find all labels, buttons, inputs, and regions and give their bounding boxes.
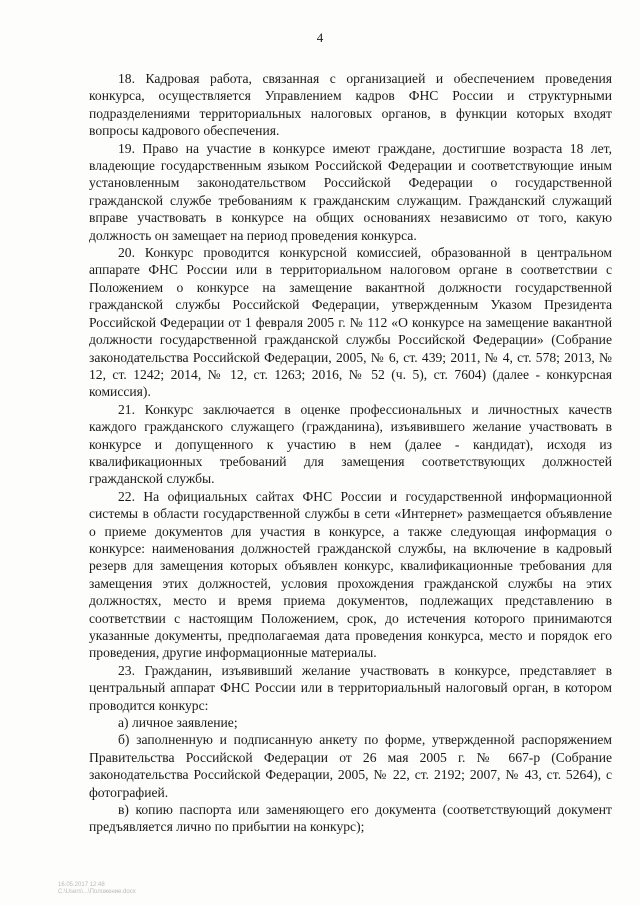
- list-item-v: в) копию паспорта или заменяющего его документа (соответствующий документ предъявляется лично по прибытии на конкурс);: [89, 802, 612, 835]
- paragraph-23: 23. Гражданин, изъявивший желание участвовать в конкурсе, представляет в центральный аппарат ФНС России или в территориальный налоговый орган, в котором проводится конкурс:: [89, 662, 612, 713]
- list-item-a: а) личное заявление;: [118, 715, 238, 731]
- paragraph-19: 19. Право на участие в конкурсе имеют граждане, достигшие возраста 18 лет, владеющие государственным языком Российской Федерации и соответствующие иным установленным законодательством Российской Федерации о государственной гражданской службе требованиям к гражданским служащим. Гражданский служащий вправе участвовать в конкурсе на общих основаниях независимо от того, какую должность он замещает на период проведения конкурса.: [89, 140, 612, 243]
- paragraph-22: 22. На официальных сайтах ФНС России и государственной информационной системы в области государственной службы в сети «Интернет» размещается объявление о приеме документов для участия в конкурсе, а также следующая информация о конкурсе: наименования должностей гражданской службы, на включение в кадровый резерв для замещения которых объявлен конкурс, квалификационные требования для замещения этих должностей, условия прохождения гражданской службы на этих должностях, место и время приема документов, подлежащих представлению в соответствии с настоящим Положением, срок, до истечения которого принимаются указанные документы, предполагаемая дата проведения конкурса, место и порядок его проведения, другие информационные материалы.: [89, 488, 612, 661]
- document-body: [89, 70, 612, 836]
- paragraph-20: 20. Конкурс проводится конкурсной комиссией, образованной в центральном аппарате ФНС России или в территориальном налоговом органе в соответствии с Положением о конкурсе на замещение вакантной должности государственной гражданской службы Российской Федерации, утвержденным Указом Президента Российской Федерации от 1 февраля 2005 г. № 112 «О конкурсе на замещение вакантной должности государственной гражданской службы Российской Федерации» (Собрание законодательства Российской Федерации, 2005, № 6, ст. 439; 2011, № 4, ст. 578; 2013, № 12, ст. 1242; 2014, № 12, ст. 1263; 2016, № 52 (ч. 5), ст. 7604) (далее - конкурсная комиссия).: [89, 245, 612, 400]
- footer-timestamp: 16.05.2017 12:48: [58, 882, 105, 888]
- print-footer: [58, 882, 136, 896]
- paragraph-18: 18. Кадровая работа, связанная с организацией и обеспечением проведения конкурса, осуществляется Управлением кадров ФНС России и структурными подразделениями территориальных налоговых органов, в функции которых входят вопросы кадрового обеспечения.: [89, 71, 612, 139]
- page-number: 4: [316, 30, 324, 45]
- paragraph-21: 21. Конкурс заключается в оценке профессиональных и личностных качеств каждого гражданского служащего (гражданина), изъявившего желание участвовать в конкурсе и допущенного к участию в нем (далее - кандидат), исходя из квалификационных требований для замещения соответствующих должностей гражданской службы.: [89, 401, 612, 487]
- list-item-b: б) заполненную и подписанную анкету по форме, утвержденной распоряжением Правительства Российской Федерации от 26 мая 2005 г. № 667-р (Собрание законодательства Российской Федерации, 2005, № 22, ст. 2192; 2007, № 43, ст. 5264), с фотографией.: [89, 732, 612, 800]
- footer-filepath: C:\Users\...\Положение.docx: [58, 889, 136, 895]
